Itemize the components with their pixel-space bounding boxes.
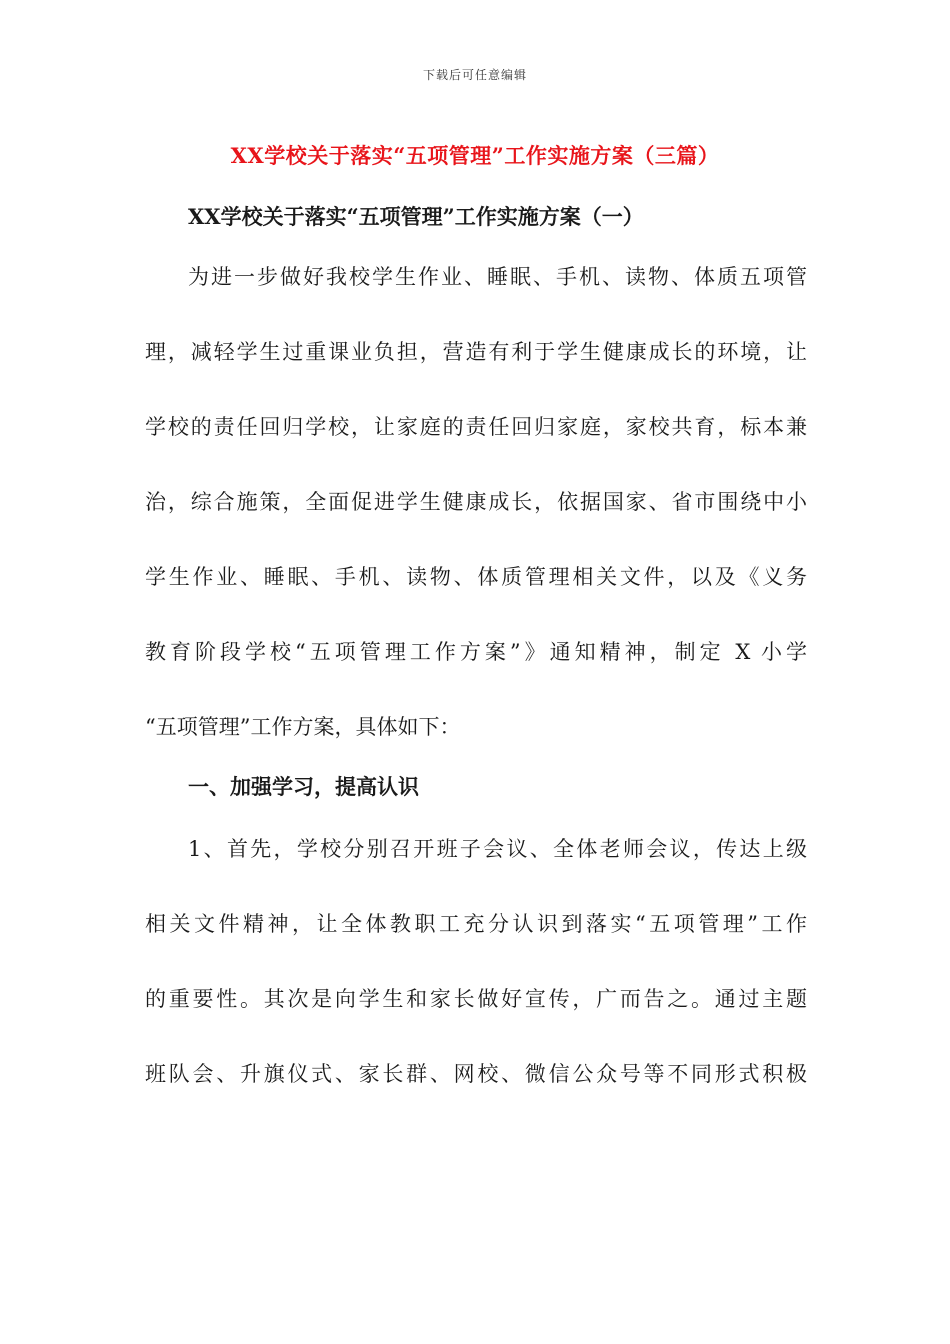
paragraph-line: 教育阶段学校“五项管理工作方案”》通知精神，制定 X 小学 <box>145 640 807 664</box>
paragraph-line: 治，综合施策，全面促进学生健康成长，依据国家、省市围绕中小 <box>145 490 807 514</box>
document-title: XX学校关于落实“五项管理”工作实施方案（三篇） <box>230 143 720 168</box>
paragraph-line: 班队会、升旗仪式、家长群、网校、微信公众号等不同形式积极 <box>145 1062 807 1086</box>
paragraph-line: 学校的责任回归学校，让家庭的责任回归家庭，家校共育，标本兼 <box>145 415 807 439</box>
paragraph-line: “五项管理”工作方案，具体如下： <box>145 715 461 739</box>
paragraph-line: 相关文件精神，让全体教职工充分认识到落实“五项管理”工作 <box>145 912 807 936</box>
paragraph-line: 为进一步做好我校学生作业、睡眠、手机、读物、体质五项管 <box>188 265 807 289</box>
paragraph-line: 学生作业、睡眠、手机、读物、体质管理相关文件，以及《义务 <box>145 565 807 589</box>
paragraph-intro <box>145 240 807 765</box>
paragraph-line: 理，减轻学生过重课业负担，营造有利于学生健康成长的环境，让 <box>145 340 807 364</box>
section-title: XX学校关于落实“五项管理”工作实施方案（一） <box>188 204 644 229</box>
paragraph-line: 的重要性。其次是向学生和家长做好宣传，广而告之。通过主题 <box>145 987 807 1011</box>
paragraph-item-1 <box>145 812 807 1112</box>
paragraph-line: 1、首先，学校分别召开班子会议、全体老师会议，传达上级 <box>188 837 807 861</box>
subheading-strengthen-learning: 一、加强学习，提高认识 <box>188 774 419 799</box>
header-note: 下载后可任意编辑 <box>422 68 527 82</box>
